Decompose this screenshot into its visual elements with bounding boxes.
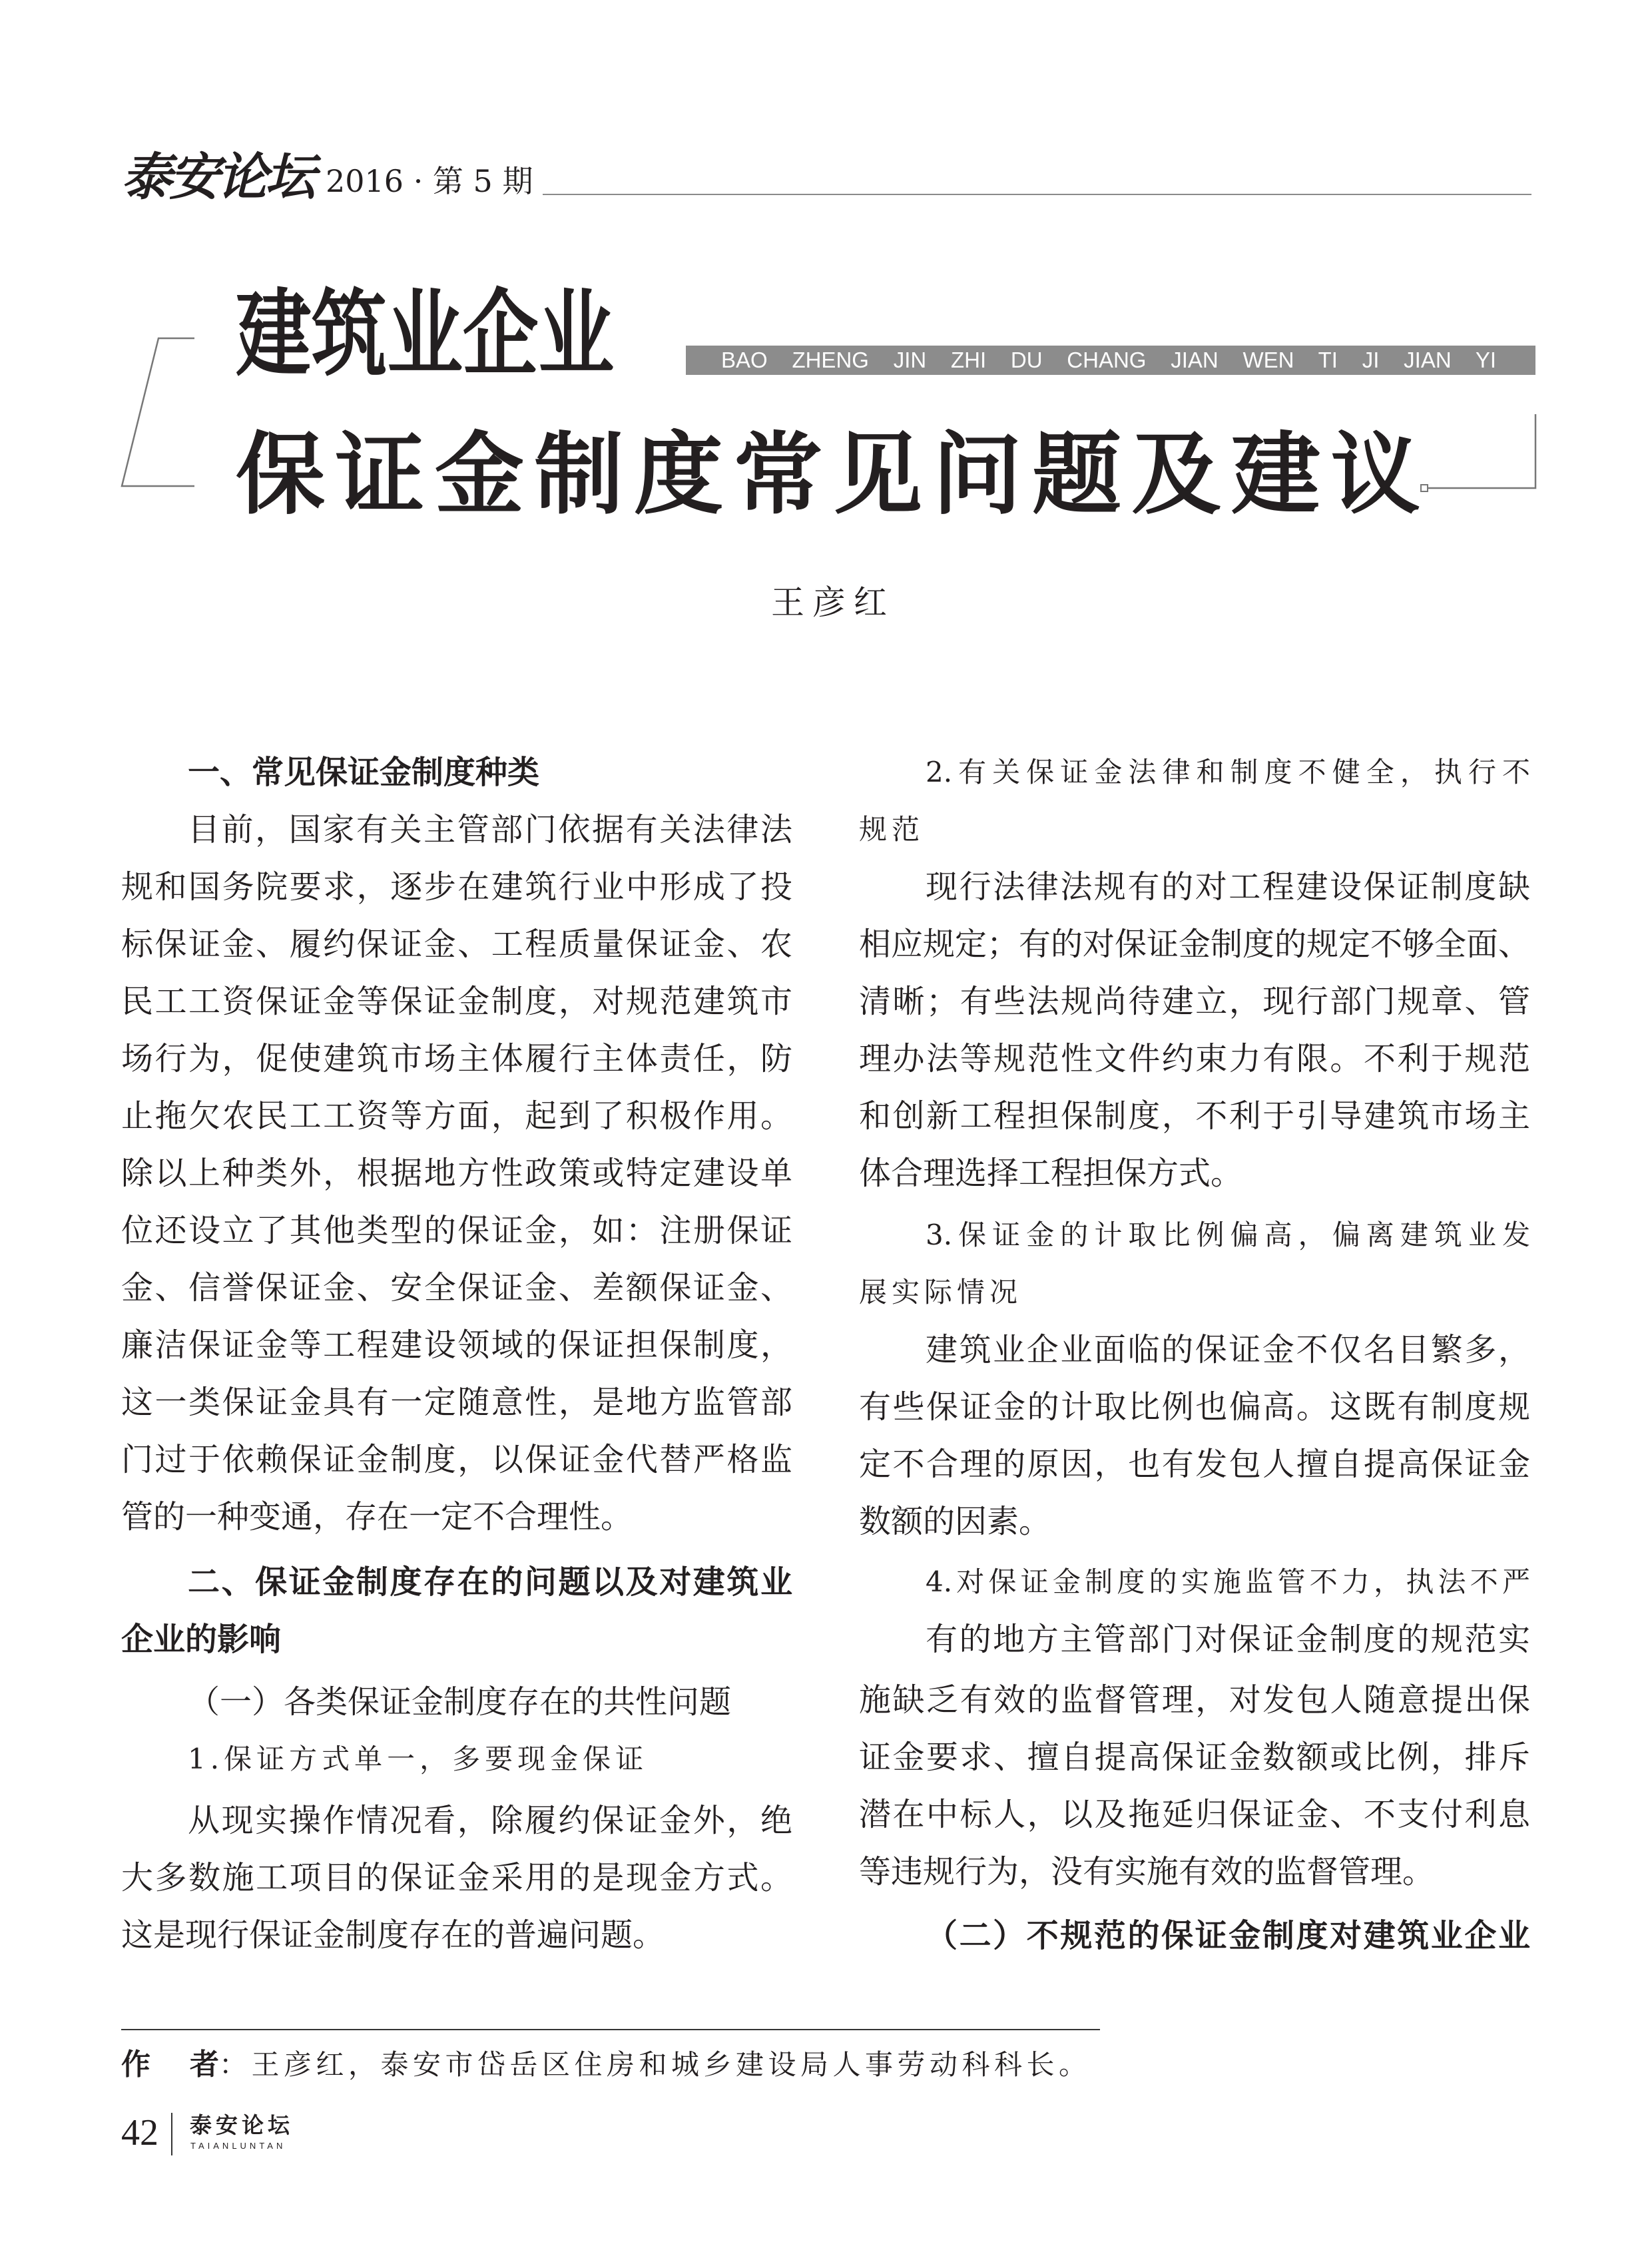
body-line: 这是现行保证金制度存在的普遍问题。 xyxy=(121,1916,665,1954)
right-bracket xyxy=(1428,414,1535,488)
journal-logo: 泰安论坛 xyxy=(121,147,313,206)
body-line: 相应规定；有的对保证金制度的规定不够全面、 xyxy=(859,926,1531,963)
body-line: 理办法等规范性文件约束力有限。不利于规范 xyxy=(859,1040,1530,1077)
body-line: 场行为，促使建筑市场主体履行主体责任，防 xyxy=(121,1040,792,1077)
section-heading: 二、保证金制度存在的问题以及对建筑业 xyxy=(188,1563,792,1601)
body-line: 位还设立了其他类型的保证金，如：注册保证 xyxy=(121,1212,792,1249)
author-footnote xyxy=(121,2048,1091,2082)
body-line: 施缺乏有效的监督管理，对发包人随意提出保 xyxy=(859,1681,1530,1719)
body-line: 门过于依赖保证金制度，以保证金代替严格监 xyxy=(121,1441,792,1478)
left-bracket xyxy=(122,338,194,486)
body-line: 标保证金、履约保证金、工程质量保证金、农 xyxy=(121,926,792,963)
left-column xyxy=(121,744,792,1964)
title-line-1: 建筑业企业 xyxy=(236,279,614,390)
body-line: 廉洁保证金等工程建设领域的保证担保制度， xyxy=(121,1326,792,1364)
right-column xyxy=(859,744,1530,1964)
body-line: 管的一种变通，存在一定不合理性。 xyxy=(121,1498,633,1536)
footnote-text: ：王彦红，泰安市岱岳区住房和城乡建设局人事劳动科科长。 xyxy=(219,2048,1091,2081)
body-line: 大多数施工项目的保证金采用的是现金方式。 xyxy=(121,1859,792,1896)
body-line: 体合理选择工程担保方式。 xyxy=(859,1155,1243,1192)
body-line: 从现实操作情况看，除履约保证金外，绝 xyxy=(188,1802,792,1839)
body-line: 等违规行为，没有实施有效的监督管理。 xyxy=(859,1853,1435,1890)
item-heading: 2.有关保证金法律和制度不健全，执行不 xyxy=(926,756,1530,788)
page-number: 42 xyxy=(121,2112,158,2153)
author-name: 王彦红 xyxy=(771,583,895,622)
section-heading: 一、常见保证金制度种类 xyxy=(188,754,540,791)
body-line: 建筑业企业面临的保证金不仅名目繁多， xyxy=(926,1331,1530,1368)
body-line: 证金要求、擅自提高保证金数额或比例，排斥 xyxy=(859,1739,1530,1776)
section-heading: 企业的影响 xyxy=(121,1621,282,1658)
footer-journal-name: 泰安论坛 xyxy=(190,2112,294,2138)
body-line: 民工工资保证金等保证金制度，对规范建筑市 xyxy=(121,983,792,1020)
item-heading: 1.保证方式单一，多要现金保证 xyxy=(188,1743,649,1775)
item-heading: 展实际情况 xyxy=(859,1276,1023,1308)
body-line: 清晰；有些法规尚待建立，现行部门规章、管 xyxy=(859,983,1530,1020)
body-line: 数额的因素。 xyxy=(859,1503,1051,1540)
item-heading: 4.对保证金制度的实施监管不力，执法不严 xyxy=(926,1565,1530,1598)
body-line: 金、信誉保证金、安全保证金、差额保证金、 xyxy=(121,1269,792,1306)
footnote-label-2: 者 xyxy=(190,2048,219,2082)
footnote-label-1: 作 xyxy=(121,2048,150,2082)
body-line: 定不合理的原因，也有发包人擅自提高保证金 xyxy=(859,1446,1530,1483)
body-line: 目前，国家有关主管部门依据有关法律法 xyxy=(188,811,792,848)
body-line: 有的地方主管部门对保证金制度的规范实 xyxy=(926,1621,1530,1658)
title-line-2: 保证金制度常见问题及建议 xyxy=(236,423,1431,527)
subsection-heading: （一）各类保证金制度存在的共性问题 xyxy=(188,1683,732,1721)
body-line: 这一类保证金具有一定随意性，是地方监管部 xyxy=(121,1384,792,1421)
body-line: 潜在中标人，以及拖延归保证金、不支付利息 xyxy=(859,1796,1530,1833)
issue-label: 2016 · 第 5 期 xyxy=(326,163,533,199)
pinyin-title-bar xyxy=(686,346,1535,375)
footnote-rule xyxy=(121,2029,1100,2030)
item-heading: 3.保证金的计取比例偏高，偏离建筑业发 xyxy=(926,1219,1530,1251)
body-line: 规和国务院要求，逐步在建筑行业中形成了投 xyxy=(121,868,792,906)
body-line: 除以上种类外，根据地方性政策或特定建设单 xyxy=(121,1155,792,1192)
footer-journal-name-latin: TAIANLUNTAN xyxy=(190,2141,286,2151)
footer-divider xyxy=(171,2113,172,2155)
body-line: 有些保证金的计取比例也偏高。这既有制度规 xyxy=(859,1388,1530,1426)
subsection-heading: （二）不规范的保证金制度对建筑业企业 xyxy=(926,1917,1530,1954)
body-line: 止拖欠农民工工资等方面，起到了积极作用。 xyxy=(121,1097,792,1135)
body-line: 现行法律法规有的对工程建设保证制度缺 xyxy=(926,868,1530,906)
body-line: 和创新工程担保制度，不利于引导建筑市场主 xyxy=(859,1097,1530,1135)
pinyin-title: BAO ZHENG JIN ZHI DU CHANG JIAN WEN TI JI JIAN YI xyxy=(721,348,1496,372)
item-heading: 规范 xyxy=(859,813,925,846)
